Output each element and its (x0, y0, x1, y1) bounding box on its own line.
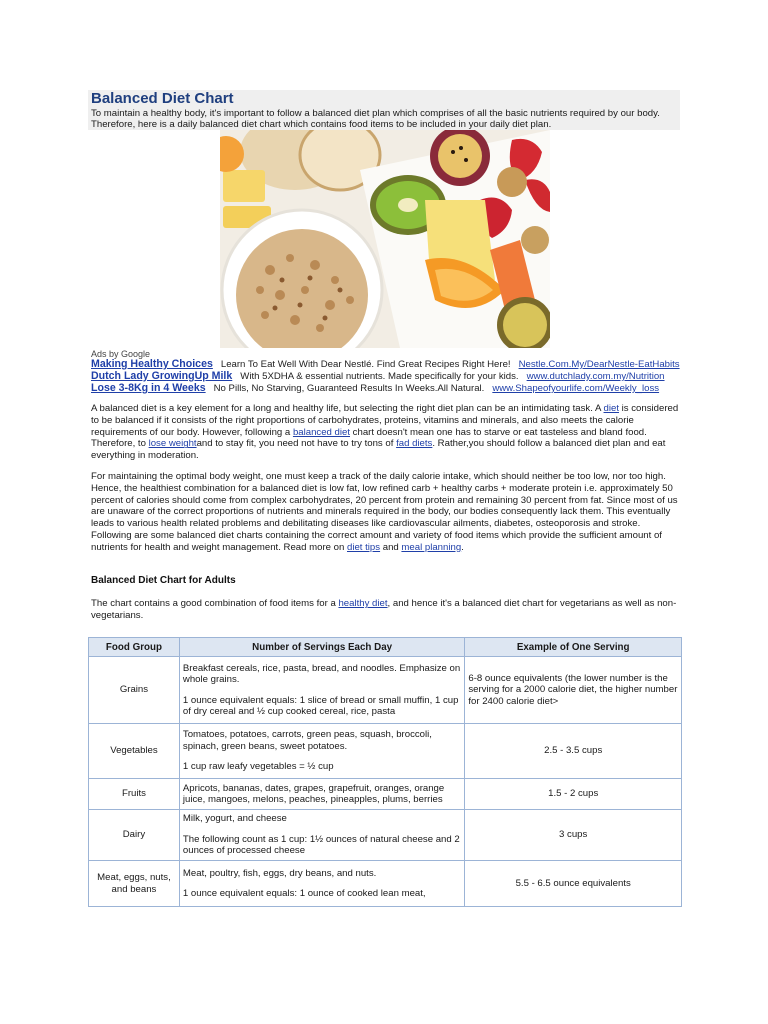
servings-text: Tomatoes, potatoes, carrots, green peas, squash, broccoli, spinach, green beans, sweet potatoes. (182, 729, 432, 752)
ad-text: Learn To Eat Well With Dear Nestlé. Find Great Recipes Right Here! (220, 359, 511, 370)
link-meal-planning[interactable]: meal planning (401, 541, 462, 553)
food-photo-illustration (220, 130, 550, 348)
servings-note: The following count as 1 cup: 1½ ounces of natural cheese and 2 ounces of processed cheese (182, 833, 460, 857)
example-cell: 3 cups (465, 810, 682, 861)
column-header: Food Group (89, 638, 180, 657)
servings-cell (179, 657, 464, 724)
servings-cell (179, 861, 464, 907)
servings-text: Breakfast cereals, rice, pasta, bread, and noodles. Emphasize on whole grains. (182, 662, 461, 685)
servings-cell (179, 779, 464, 810)
text-run: is considered to be balanced if it consists of the right proportions of carbohydrates, proteins, vitamins and minerals, and also meets the calorie requirements of our body. However, following a (91, 403, 679, 438)
example-cell: 6-8 ounce equivalents (the lower number is the serving for a 2000 calorie diet, the higher number for 2400 calorie diet> (465, 657, 682, 724)
ad-url-link[interactable]: Nestle.Com.My/DearNestle-EatHabits (518, 359, 680, 370)
ad-title-link[interactable]: Dutch Lady GrowingUp Milk (91, 370, 233, 382)
example-cell: 1.5 - 2 cups (465, 779, 682, 810)
food-group-cell: Dairy (89, 810, 180, 861)
servings-text: Milk, yogurt, and cheese (182, 813, 287, 825)
text-run: . Rather,you should follow a balanced diet plan and eat everything in moderation. (91, 438, 666, 462)
food-photo (220, 130, 550, 348)
servings-cell (179, 724, 464, 779)
servings-note: 1 cup raw leafy vegetables = ½ cup (182, 761, 334, 773)
paragraph-intro (91, 403, 681, 462)
link-healthy-diet[interactable]: healthy diet (338, 598, 388, 609)
page-title: Balanced Diet Chart (91, 90, 234, 107)
column-header: Number of Servings Each Day (179, 638, 464, 657)
paragraph-chart-intro (91, 598, 681, 622)
ad-text: No Pills, No Starving, Guaranteed Results In Weeks.All Natural. (213, 383, 485, 394)
table-row (89, 810, 682, 861)
ad-row (91, 382, 659, 394)
ad-row (91, 370, 665, 382)
example-cell: 5.5 - 6.5 ounce equivalents (465, 861, 682, 907)
servings-text: Apricots, bananas, dates, grapes, grapefruit, oranges, orange juice, mangoes, melons, peaches, pineapples, plums, berries (182, 782, 445, 805)
table-row (89, 724, 682, 779)
text-run: . (461, 541, 464, 553)
ad-url-link[interactable]: www.dutchlady.com.my/Nutrition (526, 371, 665, 382)
column-header: Example of One Serving (465, 638, 682, 657)
servings-text: Meat, poultry, fish, eggs, dry beans, and nuts. (182, 867, 377, 879)
food-group-cell: Meat, eggs, nuts, and beans (89, 861, 180, 907)
servings-note: 1 ounce equivalent equals: 1 ounce of cooked lean meat, (182, 888, 426, 899)
link-balanced-diet[interactable]: balanced diet (292, 426, 351, 438)
servings-note: 1 ounce equivalent equals: 1 slice of bread or small muffin, 1 cup of dry cereal and ½ cup cooked cereal, rice, pasta (182, 694, 459, 717)
ad-title-link[interactable]: Making Healthy Choices (91, 358, 213, 370)
text-run: and to stay fit, you need not have to try tons of (196, 438, 397, 450)
food-group-cell: Vegetables (89, 724, 180, 779)
text-run: A balanced diet is a key element for a long and healthy life, but selecting the right diet plan can be an intimidating task. A (91, 403, 604, 414)
ad-url-link[interactable]: www.Shapeofyourlife.com/Weekly_loss (492, 383, 660, 394)
link-diet-tips[interactable]: diet tips (347, 541, 381, 553)
ads-label: Ads by Google (91, 349, 151, 359)
table-row (89, 779, 682, 810)
example-cell: 2.5 - 3.5 cups (465, 724, 682, 779)
ad-row (91, 358, 680, 370)
text-run: , and hence it's a balanced diet chart for vegetarians as well as non-vegetarians. (91, 598, 677, 621)
food-group-cell: Grains (89, 657, 180, 724)
paragraph-calories (91, 471, 681, 554)
table-row (89, 861, 682, 907)
text-run: The chart contains a good combination of food items for a (91, 598, 339, 609)
diet-table (88, 637, 682, 907)
intro-text: To maintain a healthy body, it's important to follow a balanced diet plan which comprises of all the basic nutrients required by our body. Therefore, here is a daily balanced diet chart which contains food items to be included in your daily diet plan. (91, 108, 660, 130)
link-lose-weight[interactable]: lose weight (148, 438, 197, 450)
text-run: and (380, 541, 402, 553)
ad-text: With 5XDHA & essential nutrients. Made specifically for your kids. (240, 371, 519, 382)
table-header-row (89, 638, 682, 657)
ad-title-link[interactable]: Lose 3-8Kg in 4 Weeks (91, 382, 206, 394)
text-run: chart doesn't mean one has to starve or eat tasteless and bland food. Therefore, to (91, 426, 647, 450)
table-row (89, 657, 682, 724)
servings-cell (179, 810, 464, 861)
section-heading: Balanced Diet Chart for Adults (91, 575, 236, 586)
link-diet[interactable]: diet (603, 403, 619, 414)
food-group-cell: Fruits (89, 779, 180, 810)
link-fad-diets[interactable]: fad diets (396, 438, 433, 450)
text-run: For maintaining the optimal body weight, one must keep a track of the daily calorie intake, which should neither be too low, nor too high. Hence, the healthiest combination for a balanced diet is low fat, low refined carb + healthy carbs + moderate protein i.e. approximately 50 percent of calories should come from complex carbohydrates, 20 percent from protein and remaining 30 percent from fat. Since most of us are unaware of the correct proportions of nutrients and minerals required in the body, our bodies consequently lack them. This eventually leads to various health related problems and debilitating diseases like cardiovascular ailments, diabetes, osteoporosis and stroke. Following are some balanced diet charts containing the correct amount and variety of food items which provide the sufficient amount of nutrients for health and weight management. Read more on (91, 471, 678, 553)
